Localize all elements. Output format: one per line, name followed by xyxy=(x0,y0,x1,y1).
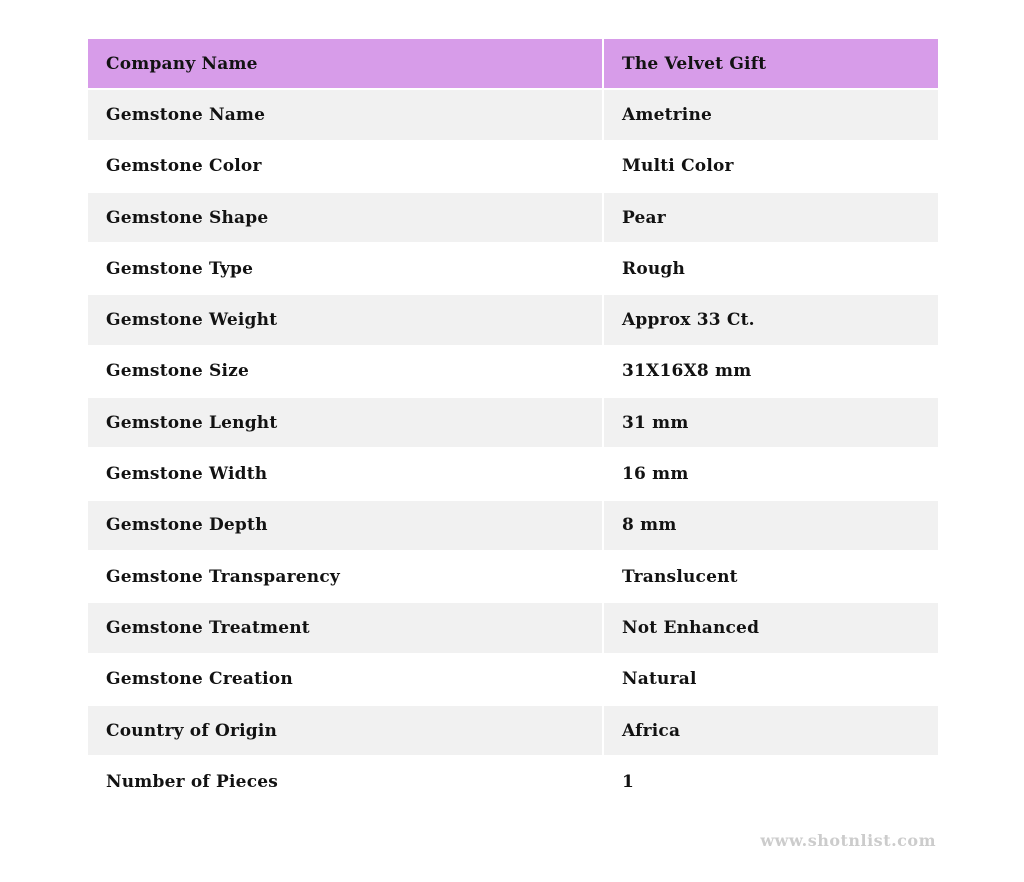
row-label-cell: Gemstone Type xyxy=(88,244,602,293)
table-row xyxy=(88,295,938,344)
table-row xyxy=(88,655,938,704)
row-label-cell: Gemstone Size xyxy=(88,347,602,396)
row-label-cell: Gemstone Name xyxy=(88,90,602,139)
table-header-row xyxy=(88,39,938,88)
row-value-cell: 31X16X8 mm xyxy=(604,347,938,396)
row-value-cell: 8 mm xyxy=(604,501,938,550)
row-label-cell: Gemstone Treatment xyxy=(88,603,602,652)
row-value-cell: Translucent xyxy=(604,552,938,601)
table-row xyxy=(88,142,938,191)
row-label-cell: Gemstone Creation xyxy=(88,655,602,704)
table-body xyxy=(88,90,938,806)
table-row xyxy=(88,501,938,550)
row-value-cell: 1 xyxy=(604,757,938,806)
row-value-cell: Ametrine xyxy=(604,90,938,139)
watermark: www.shotnlist.com xyxy=(760,831,936,850)
row-value-cell: Africa xyxy=(604,706,938,755)
header-value-cell: The Velvet Gift xyxy=(604,39,938,88)
table-row xyxy=(88,244,938,293)
table-row xyxy=(88,552,938,601)
row-label-cell: Gemstone Transparency xyxy=(88,552,602,601)
row-value-cell: 16 mm xyxy=(604,449,938,498)
table-row xyxy=(88,449,938,498)
table-row xyxy=(88,603,938,652)
row-value-cell: Multi Color xyxy=(604,142,938,191)
row-label-cell: Number of Pieces xyxy=(88,757,602,806)
table-row xyxy=(88,706,938,755)
row-value-cell: 31 mm xyxy=(604,398,938,447)
row-label-cell: Gemstone Weight xyxy=(88,295,602,344)
row-label-cell: Country of Origin xyxy=(88,706,602,755)
table-row xyxy=(88,398,938,447)
table-row xyxy=(88,193,938,242)
table-row xyxy=(88,90,938,139)
row-label-cell: Gemstone Width xyxy=(88,449,602,498)
row-value-cell: Rough xyxy=(604,244,938,293)
header-label-cell: Company Name xyxy=(88,39,602,88)
row-label-cell: Gemstone Lenght xyxy=(88,398,602,447)
row-label-cell: Gemstone Depth xyxy=(88,501,602,550)
row-value-cell: Approx 33 Ct. xyxy=(604,295,938,344)
row-label-cell: Gemstone Color xyxy=(88,142,602,191)
row-value-cell: Pear xyxy=(604,193,938,242)
table-row xyxy=(88,347,938,396)
row-value-cell: Natural xyxy=(604,655,938,704)
row-label-cell: Gemstone Shape xyxy=(88,193,602,242)
product-spec-table xyxy=(86,37,940,808)
table-row xyxy=(88,757,938,806)
row-value-cell: Not Enhanced xyxy=(604,603,938,652)
